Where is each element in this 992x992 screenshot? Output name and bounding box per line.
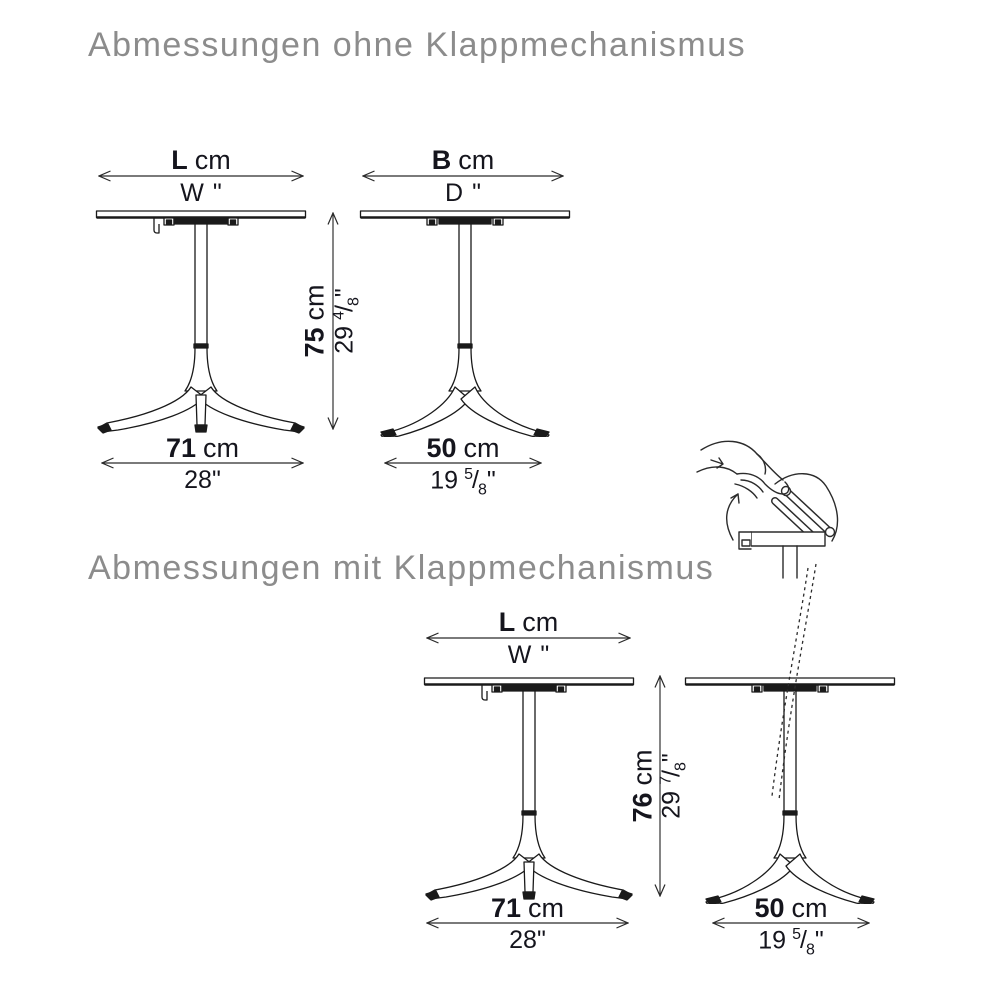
fraction-denominator: 8: [477, 481, 487, 499]
section-ohne-heading: Abmessungen ohne Klappmechanismus: [88, 26, 747, 64]
length-unit: cm: [194, 145, 231, 175]
depth-value: B: [431, 145, 452, 175]
fraction-numerator: 7: [657, 776, 675, 785]
length-unit: cm: [522, 607, 559, 637]
base-width-unit: cm: [528, 893, 565, 923]
rotation-arrow: [727, 494, 738, 540]
base-depth-inch-label-folding: [711, 926, 871, 959]
base-width-inch-value: 28": [184, 466, 221, 494]
table-front-view-drawing: [95, 205, 307, 437]
base-depth-inch-whole: 19: [430, 466, 459, 495]
table-side-view-drawing: [359, 205, 571, 437]
fraction-slash: /: [657, 770, 686, 778]
base-width-inch-value: 28": [509, 926, 546, 954]
height-inch-label: [330, 288, 363, 353]
fraction-slash: /: [471, 466, 479, 495]
fraction-slash: /: [799, 926, 807, 955]
inch-mark: ": [486, 466, 496, 495]
table-front-view-drawing-folding: [423, 672, 635, 904]
height-inch-label-folding: [657, 753, 690, 818]
fraction-denominator: 8: [345, 297, 363, 307]
base-depth-value: 50: [754, 893, 785, 923]
inch-mark: ": [472, 179, 481, 207]
base-width-value: 71: [490, 893, 522, 923]
base-width-inch-label-folding: [425, 926, 630, 955]
height-cm-label: [300, 284, 331, 357]
base-depth-unit: cm: [463, 433, 500, 463]
fraction-numerator: 4: [330, 311, 348, 320]
base-depth-inch-whole: 19: [758, 926, 787, 955]
mechanism-plate: [751, 532, 825, 546]
inch-mark: ": [540, 641, 550, 669]
inch-mark: ": [330, 288, 359, 298]
length-value: L: [171, 145, 188, 175]
height-unit: cm: [627, 749, 658, 786]
inch-mark: ": [657, 753, 686, 763]
fraction-denominator: 8: [805, 941, 815, 959]
fraction-numerator: 5: [464, 466, 473, 483]
inch-mark: ": [814, 926, 824, 955]
inch-mark: ": [212, 179, 222, 207]
depth-inch-value: D: [445, 179, 464, 207]
base-width-unit: cm: [203, 433, 240, 463]
height-value: 76: [627, 792, 658, 823]
depth-unit: cm: [458, 145, 495, 175]
height-value: 75: [299, 327, 330, 358]
base-depth-inch-label: [383, 466, 543, 499]
base-width-value: 71: [165, 433, 197, 463]
base-depth-unit: cm: [791, 893, 828, 923]
width-inch-label-folding: [425, 641, 632, 670]
height-cm-label-folding: [628, 749, 659, 822]
base-depth-value: 50: [426, 433, 457, 463]
width-inch-value: W: [180, 179, 204, 207]
depth-inch-label: [361, 179, 565, 208]
base-width-inch-label: [100, 466, 305, 495]
fraction-slash: /: [330, 305, 359, 313]
height-inch-whole: 29: [657, 790, 686, 819]
width-inch-label: [97, 179, 305, 208]
fraction-denominator: 8: [672, 762, 690, 772]
height-unit: cm: [299, 284, 330, 321]
length-value: L: [498, 607, 516, 637]
width-inch-value: W: [507, 641, 532, 669]
height-inch-whole: 29: [330, 325, 359, 354]
fraction-numerator: 5: [792, 926, 801, 943]
folded-top-dashed-trace: [742, 556, 832, 806]
section-mit-heading: Abmessungen mit Klappmechanismus: [88, 549, 715, 587]
